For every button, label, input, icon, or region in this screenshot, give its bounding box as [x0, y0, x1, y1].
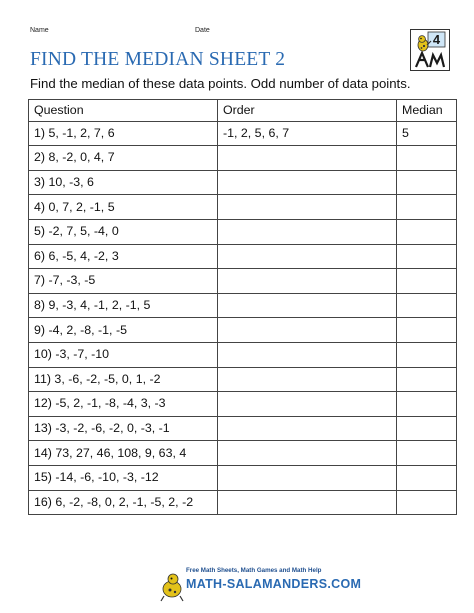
- table-row: [29, 416, 457, 441]
- median-cell[interactable]: [397, 490, 457, 515]
- table-row: [29, 146, 457, 171]
- table-row: [29, 195, 457, 220]
- order-cell[interactable]: [218, 465, 397, 490]
- median-cell[interactable]: [397, 293, 457, 318]
- svg-text:4: 4: [432, 32, 441, 47]
- order-cell[interactable]: -1, 2, 5, 6, 7: [218, 121, 397, 146]
- order-cell[interactable]: [218, 269, 397, 294]
- table-row: [29, 244, 457, 269]
- table-row: [29, 170, 457, 195]
- order-cell[interactable]: [218, 490, 397, 515]
- table-row: [29, 318, 457, 343]
- median-cell[interactable]: [397, 146, 457, 171]
- question-cell: 2) 8, -2, 0, 4, 7: [29, 146, 218, 171]
- median-cell[interactable]: [397, 367, 457, 392]
- footer-brand: MATH-SALAMANDERS.COM: [186, 577, 362, 591]
- median-cell[interactable]: [397, 441, 457, 466]
- median-cell[interactable]: [397, 318, 457, 343]
- median-cell[interactable]: [397, 195, 457, 220]
- order-cell[interactable]: [218, 342, 397, 367]
- question-cell: 3) 10, -3, 6: [29, 170, 218, 195]
- question-cell: 8) 9, -3, 4, -1, 2, -1, 5: [29, 293, 218, 318]
- order-cell[interactable]: [218, 293, 397, 318]
- table-row: [29, 219, 457, 244]
- order-cell[interactable]: [218, 318, 397, 343]
- question-cell: 10) -3, -7, -10: [29, 342, 218, 367]
- table-row: [29, 441, 457, 466]
- table-row: [29, 392, 457, 417]
- median-worksheet-table: [28, 99, 457, 515]
- order-cell[interactable]: [218, 416, 397, 441]
- table-row: [29, 121, 457, 146]
- instructions: Find the median of these data points. Odd number of data points.: [30, 76, 411, 91]
- question-cell: 4) 0, 7, 2, -1, 5: [29, 195, 218, 220]
- question-cell: 15) -14, -6, -10, -3, -12: [29, 465, 218, 490]
- question-cell: 12) -5, 2, -1, -8, -4, 3, -3: [29, 392, 218, 417]
- name-label: Name: [30, 27, 49, 34]
- date-label: Date: [195, 27, 210, 34]
- median-cell[interactable]: [397, 342, 457, 367]
- median-cell[interactable]: [397, 392, 457, 417]
- question-cell: 1) 5, -1, 2, 7, 6: [29, 121, 218, 146]
- footer-tagline: Free Math Sheets, Math Games and Math Help: [186, 567, 322, 574]
- table-row: [29, 269, 457, 294]
- order-cell[interactable]: [218, 170, 397, 195]
- question-cell: 9) -4, 2, -8, -1, -5: [29, 318, 218, 343]
- order-cell[interactable]: [218, 441, 397, 466]
- question-cell: 7) -7, -3, -5: [29, 269, 218, 294]
- table-row: [29, 342, 457, 367]
- median-cell[interactable]: 5: [397, 121, 457, 146]
- question-cell: 14) 73, 27, 46, 108, 9, 63, 4: [29, 441, 218, 466]
- table-row: [29, 490, 457, 515]
- median-cell[interactable]: [397, 465, 457, 490]
- question-cell: 5) -2, 7, 5, -4, 0: [29, 219, 218, 244]
- column-header-median: Median: [397, 100, 457, 122]
- order-cell[interactable]: [218, 244, 397, 269]
- question-cell: 11) 3, -6, -2, -5, 0, 1, -2: [29, 367, 218, 392]
- median-cell[interactable]: [397, 219, 457, 244]
- column-header-order: Order: [218, 100, 397, 122]
- order-cell[interactable]: [218, 219, 397, 244]
- grade-salamander-logo-icon: [410, 29, 450, 71]
- median-cell[interactable]: [397, 269, 457, 294]
- page-title: FIND THE MEDIAN SHEET 2: [30, 49, 286, 70]
- question-cell: 6) 6, -5, 4, -2, 3: [29, 244, 218, 269]
- median-cell[interactable]: [397, 244, 457, 269]
- table-row: [29, 293, 457, 318]
- table-row: [29, 465, 457, 490]
- column-header-question: Question: [29, 100, 218, 122]
- order-cell[interactable]: [218, 392, 397, 417]
- question-cell: 16) 6, -2, -8, 0, 2, -1, -5, 2, -2: [29, 490, 218, 515]
- median-cell[interactable]: [397, 170, 457, 195]
- median-cell[interactable]: [397, 416, 457, 441]
- question-cell: 13) -3, -2, -6, -2, 0, -3, -1: [29, 416, 218, 441]
- order-cell[interactable]: [218, 146, 397, 171]
- table-row: [29, 367, 457, 392]
- order-cell[interactable]: [218, 195, 397, 220]
- order-cell[interactable]: [218, 367, 397, 392]
- table-header-row: [29, 100, 457, 122]
